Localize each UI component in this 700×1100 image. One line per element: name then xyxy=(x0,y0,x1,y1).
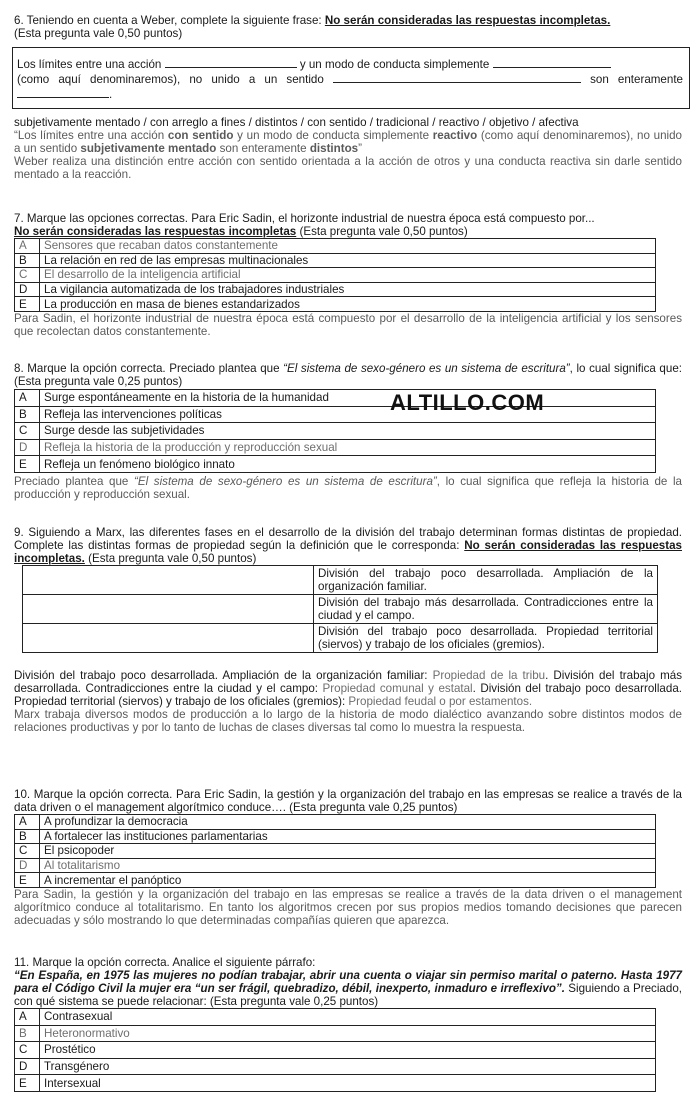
question-10-prompt: 10. Marque la opción correcta. Para Eric Sadin, la gestión y la organización del trabajo en las empresas se realice a través de la data driven o el management algorítmico conduce…. (Esta pregunta vale 0,25 puntos) xyxy=(14,788,682,814)
option-e[interactable] xyxy=(15,456,656,473)
question-8-options xyxy=(14,389,656,473)
question-6-answer: “Los límites entre una acción con sentido y un modo de conducta simplemente reactivo (como aquí denominaremos), no unido a un sentido subjetivamente mentado son enteramente distintos” xyxy=(14,129,683,155)
option-text: Transgénero xyxy=(40,1058,656,1075)
option-letter: D xyxy=(15,1058,40,1075)
option-letter: D xyxy=(15,439,40,456)
option-a[interactable] xyxy=(15,1009,656,1026)
option-letter: A xyxy=(15,390,40,407)
question-9-answer: División del trabajo poco desarrollada. Ampliación de la organización familiar: Propiedad de la tribu. División del trabajo más desarrollada. Contradicciones entre la ciudad y el campo: Propiedad comunal y estatal. División del trabajo poco desarrollada. Propiedad territorial (siervos) y trabajo de los oficiales (gremios): Propiedad feudal o por estamentos. xyxy=(14,669,682,708)
option-text: Intersexual xyxy=(40,1075,656,1092)
option-letter: E xyxy=(15,297,40,312)
question-7-options xyxy=(14,238,656,312)
option-b[interactable] xyxy=(15,253,656,268)
option-text: Al totalitarismo xyxy=(40,858,656,873)
question-11-quote-block: “En España, en 1975 las mujeres no podían trabajar, abrir una cuenta o viajar sin permiso marital o paterno. Hasta 1977 para el Código Civil la mujer era “un ser frágil, quebradizo, débil, inexperto, inmaduro e irreflexivo”. Siguiendo a Preciado, con qué sistema se puede relacionar: (Esta pregunta vale 0,25 puntos) xyxy=(14,969,682,1008)
question-7-explanation: Para Sadin, el horizonte industrial de nuestra época está compuesto por el desarrollo de la inteligencia artificial y los sensores que recolectan datos constantemente. xyxy=(14,311,682,338)
option-a[interactable] xyxy=(15,239,656,254)
option-letter: D xyxy=(15,858,40,873)
answer-cell[interactable] xyxy=(23,595,314,624)
option-c[interactable] xyxy=(15,844,656,859)
question-8-explanation: Preciado plantea que “El sistema de sexo-género es un sistema de escritura”, lo cual significa que refleja la historia de la producción y reproducción sexual. xyxy=(14,474,682,501)
blank-4[interactable] xyxy=(17,87,109,98)
blank-2[interactable] xyxy=(493,57,611,68)
option-d[interactable] xyxy=(15,439,656,456)
option-text: La vigilancia automatizada de los trabajadores industriales xyxy=(40,282,656,297)
option-d[interactable] xyxy=(15,1058,656,1075)
option-c[interactable] xyxy=(15,423,656,440)
answer-cell[interactable] xyxy=(23,566,314,595)
question-9-prompt: 9. Siguiendo a Marx, las diferentes fases en el desarrollo de la división del trabajo determinan formas distintas de propiedad. Complete las distintas formas de propiedad según la definición que le corresponda: No serán consideradas las respuestas incompletas. (Esta pregunta vale 0,50 puntos) xyxy=(14,526,682,565)
option-letter: A xyxy=(15,1009,40,1026)
question-6-prompt: 6. Teniendo en cuenta a Weber, complete la siguiente frase: No serán consideradas las respuestas incompletas. (Esta pregunta vale 0,50 puntos) xyxy=(14,14,682,40)
option-b[interactable] xyxy=(15,1025,656,1042)
blank-3[interactable] xyxy=(333,72,581,83)
question-10 xyxy=(14,788,682,927)
option-text: El desarrollo de la inteligencia artificial xyxy=(40,268,656,283)
question-6-points: (Esta pregunta vale 0,50 puntos) xyxy=(14,27,183,40)
option-text: El psicopoder xyxy=(40,844,656,859)
option-letter: B xyxy=(15,829,40,844)
question-9-explanation: Marx trabaja diversos modos de producción a lo largo de la historia de modo dialéctico avanzando sobre distintos modos de relaciones productivas y por lo tanto de luchas de clases diversas tal como lo muestra la respuesta. xyxy=(14,708,682,734)
option-letter: C xyxy=(15,423,40,440)
option-text: Surge desde las subjetividades xyxy=(40,423,656,440)
option-text: Refleja un fenómeno biológico innato xyxy=(40,456,656,473)
answer-cell[interactable] xyxy=(23,624,314,653)
property-row xyxy=(23,566,658,595)
property-row xyxy=(23,624,658,653)
option-letter: C xyxy=(15,844,40,859)
option-text: A incrementar el panóptico xyxy=(40,873,656,888)
option-letter: D xyxy=(15,282,40,297)
option-c[interactable] xyxy=(15,1042,656,1059)
question-6 xyxy=(14,14,682,181)
option-a[interactable] xyxy=(15,815,656,830)
question-11-options xyxy=(14,1008,656,1092)
option-b[interactable] xyxy=(15,406,656,423)
option-text: Refleja la historia de la producción y reproducción sexual xyxy=(40,439,656,456)
option-letter: A xyxy=(15,815,40,830)
option-a[interactable] xyxy=(15,390,656,407)
definition-cell: División del trabajo más desarrollada. Contradicciones entre la ciudad y el campo. xyxy=(314,595,658,624)
question-11-prompt: 11. Marque la opción correcta. Analice el siguiente párrafo: xyxy=(14,956,316,969)
option-letter: C xyxy=(15,268,40,283)
question-7 xyxy=(14,212,682,338)
option-d[interactable] xyxy=(15,282,656,297)
definition-cell: División del trabajo poco desarrollada. Propiedad territorial (siervos) y trabajo de los oficiales (gremios). xyxy=(314,624,658,653)
definition-cell: División del trabajo poco desarrollada. Ampliación de la organización familiar. xyxy=(314,566,658,595)
option-letter: A xyxy=(15,239,40,254)
word-bank: subjetivamente mentado / con arreglo a fines / distintos / con sentido / tradicional / reactivo / objetivo / afectiva xyxy=(14,116,579,129)
option-letter: C xyxy=(15,1042,40,1059)
property-row xyxy=(23,595,658,624)
option-text: La relación en red de las empresas multinacionales xyxy=(40,253,656,268)
blank-1[interactable] xyxy=(165,57,297,68)
question-7-prompt: 7. Marque las opciones correctas. Para Eric Sadin, el horizonte industrial de nuestra época está compuesto por... No serán consideradas las respuestas incompletas (Esta pregunta vale 0,50 puntos) xyxy=(14,212,595,238)
question-8 xyxy=(14,362,682,501)
option-e[interactable] xyxy=(15,873,656,888)
question-8-prompt: 8. Marque la opción correcta. Preciado plantea que “El sistema de sexo-género es un sistema de escritura”, lo cual significa que: (Esta pregunta vale 0,25 puntos) xyxy=(14,362,682,388)
option-text: La producción en masa de bienes estandarizados xyxy=(40,297,656,312)
option-letter: E xyxy=(15,873,40,888)
option-text: A fortalecer las instituciones parlamentarias xyxy=(40,829,656,844)
option-e[interactable] xyxy=(15,297,656,312)
option-letter: E xyxy=(15,1075,40,1092)
question-10-explanation: Para Sadin, la gestión y la organización del trabajo en las empresas se realice a través de la data driven o el management algorítmico conduce al totalitarismo. En tanto los algoritmos crecen por sus propios medios tomando decisiones que parecen adecuadas y sólo mostrando lo que determinadas compañías quieren que aparezca. xyxy=(14,887,682,927)
option-text: Heteronormativo xyxy=(40,1025,656,1042)
option-letter: B xyxy=(15,1025,40,1042)
option-text: Surge espontáneamente en la historia de la humanidad xyxy=(40,390,656,407)
option-e[interactable] xyxy=(15,1075,656,1092)
question-6-explanation: Weber realiza una distinción entre acción con sentido orientada a la acción de otros y una conducta reactiva sin darle sentido mentado a la reacción. xyxy=(14,155,682,181)
option-letter: B xyxy=(15,406,40,423)
option-text: Sensores que recaban datos constantemente xyxy=(40,239,656,254)
question-11 xyxy=(14,956,682,1092)
option-letter: B xyxy=(15,253,40,268)
question-10-options xyxy=(14,814,656,888)
option-d[interactable] xyxy=(15,858,656,873)
question-9-table xyxy=(22,565,658,653)
option-text: A profundizar la democracia xyxy=(40,815,656,830)
option-text: Prostético xyxy=(40,1042,656,1059)
fill-in-box: Los límites entre una acción y un modo de conducta simplemente (como aquí denominaremos), no unido a un sentido son enteramente. xyxy=(12,47,690,109)
option-b[interactable] xyxy=(15,829,656,844)
option-c[interactable] xyxy=(15,268,656,283)
question-9 xyxy=(14,526,682,734)
option-text: Refleja las intervenciones políticas xyxy=(40,406,656,423)
watermark-logo: ALTILLO.COM xyxy=(390,390,545,415)
option-letter: E xyxy=(15,456,40,473)
option-text: Contrasexual xyxy=(40,1009,656,1026)
